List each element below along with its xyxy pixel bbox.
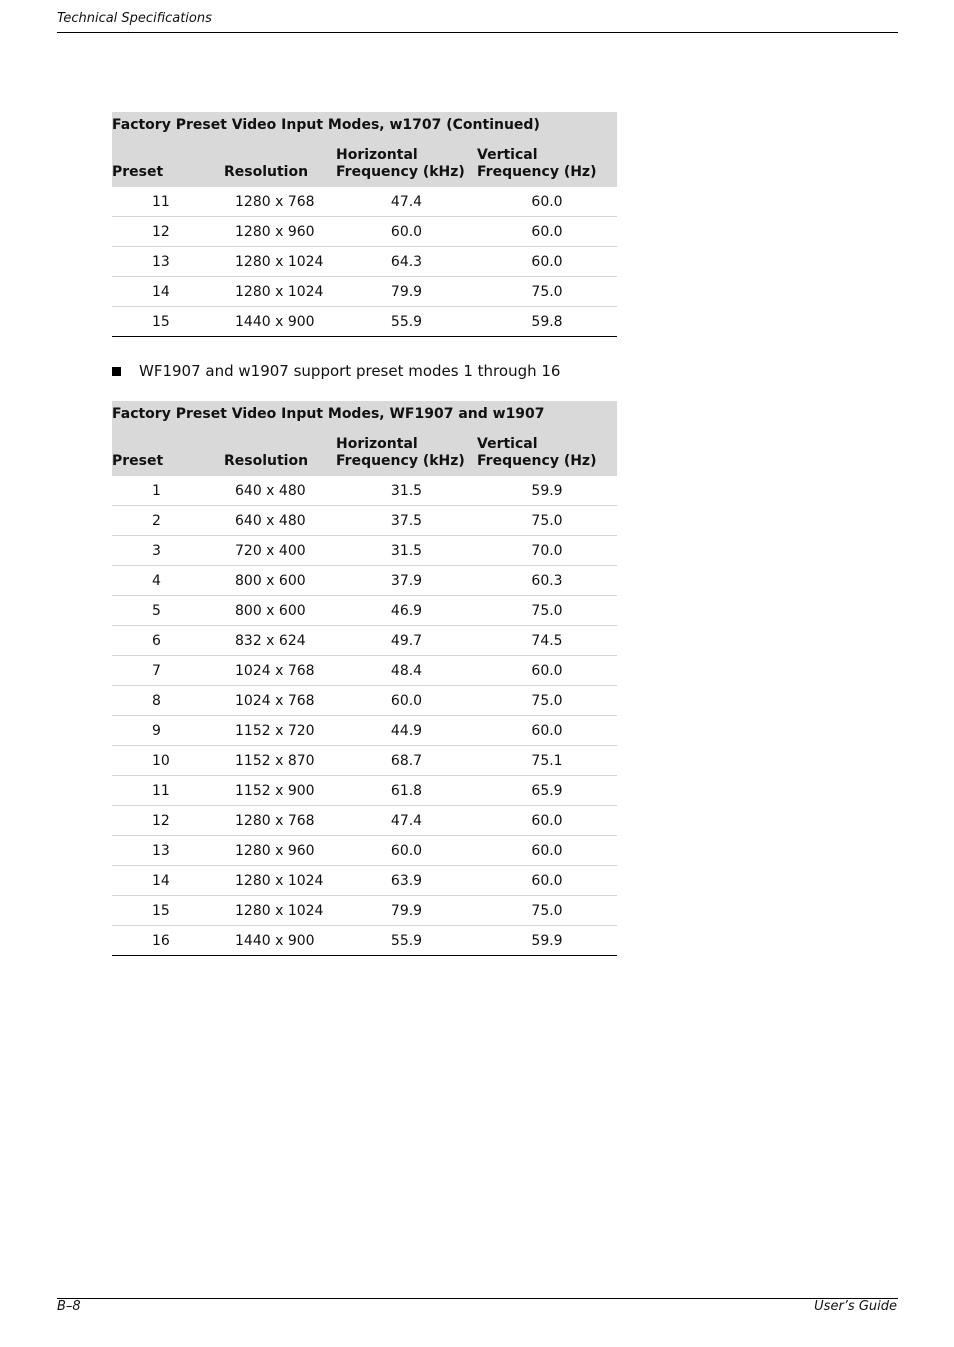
col-header-vfreq-line1: Vertical: [477, 147, 538, 163]
col-header-preset: Preset: [112, 428, 224, 476]
cell-preset: 13: [112, 836, 224, 866]
cell-preset: 16: [112, 926, 224, 956]
cell-vertical-frequency: 60.0: [477, 217, 617, 247]
header-rule: [57, 32, 898, 33]
cell-vertical-frequency: 60.0: [477, 247, 617, 277]
preset-table-w1707: [112, 112, 617, 337]
document-title: User’s Guide: [814, 1299, 897, 1314]
cell-resolution: 1280 x 1024: [224, 866, 336, 896]
cell-preset: 11: [112, 776, 224, 806]
cell-horizontal-frequency: 31.5: [336, 536, 477, 566]
table-row: [112, 866, 617, 896]
cell-resolution: 1152 x 870: [224, 746, 336, 776]
cell-preset: 2: [112, 506, 224, 536]
bullet-item: [112, 362, 560, 380]
col-header-preset: Preset: [112, 139, 224, 187]
cell-horizontal-frequency: 60.0: [336, 836, 477, 866]
cell-vertical-frequency: 74.5: [477, 626, 617, 656]
cell-resolution: 1280 x 960: [224, 217, 336, 247]
cell-horizontal-frequency: 31.5: [336, 476, 477, 506]
footer-rule: [57, 1298, 898, 1299]
cell-vertical-frequency: 75.0: [477, 277, 617, 307]
col-header-resolution: Resolution: [224, 139, 336, 187]
cell-preset: 9: [112, 716, 224, 746]
cell-horizontal-frequency: 48.4: [336, 656, 477, 686]
cell-horizontal-frequency: 37.5: [336, 506, 477, 536]
cell-vertical-frequency: 75.0: [477, 686, 617, 716]
col-header-vertical-frequency: [477, 428, 617, 476]
cell-horizontal-frequency: 79.9: [336, 277, 477, 307]
cell-vertical-frequency: 60.0: [477, 806, 617, 836]
cell-resolution: 1280 x 1024: [224, 277, 336, 307]
cell-vertical-frequency: 60.3: [477, 566, 617, 596]
cell-resolution: 832 x 624: [224, 626, 336, 656]
table-row: [112, 247, 617, 277]
cell-horizontal-frequency: 55.9: [336, 926, 477, 956]
cell-resolution: 1280 x 1024: [224, 247, 336, 277]
cell-horizontal-frequency: 64.3: [336, 247, 477, 277]
col-header-resolution: Resolution: [224, 428, 336, 476]
cell-preset: 15: [112, 307, 224, 337]
cell-preset: 6: [112, 626, 224, 656]
cell-vertical-frequency: 75.1: [477, 746, 617, 776]
table-row: [112, 626, 617, 656]
cell-vertical-frequency: 75.0: [477, 896, 617, 926]
table-caption: Factory Preset Video Input Modes, w1707 (Continued): [112, 112, 617, 139]
cell-preset: 14: [112, 277, 224, 307]
cell-vertical-frequency: 60.0: [477, 187, 617, 217]
cell-horizontal-frequency: 61.8: [336, 776, 477, 806]
cell-horizontal-frequency: 37.9: [336, 566, 477, 596]
cell-preset: 7: [112, 656, 224, 686]
table-row: [112, 716, 617, 746]
cell-resolution: 1280 x 1024: [224, 896, 336, 926]
table-row: [112, 566, 617, 596]
table-row: [112, 746, 617, 776]
col-header-vfreq-line2: Frequency (Hz): [477, 164, 597, 180]
running-header: Technical Specifications: [57, 11, 212, 26]
cell-horizontal-frequency: 44.9: [336, 716, 477, 746]
table-row: [112, 836, 617, 866]
table-row: [112, 656, 617, 686]
cell-resolution: 640 x 480: [224, 506, 336, 536]
cell-resolution: 640 x 480: [224, 476, 336, 506]
table-row: [112, 476, 617, 506]
bullet-square-icon: [112, 367, 121, 376]
cell-preset: 13: [112, 247, 224, 277]
cell-horizontal-frequency: 60.0: [336, 686, 477, 716]
cell-resolution: 720 x 400: [224, 536, 336, 566]
cell-resolution: 1440 x 900: [224, 307, 336, 337]
cell-preset: 11: [112, 187, 224, 217]
cell-resolution: 1280 x 768: [224, 806, 336, 836]
table-row: [112, 806, 617, 836]
table-row: [112, 307, 617, 337]
cell-resolution: 1024 x 768: [224, 656, 336, 686]
cell-horizontal-frequency: 68.7: [336, 746, 477, 776]
cell-vertical-frequency: 75.0: [477, 506, 617, 536]
col-header-hfreq-line1: Horizontal: [336, 436, 418, 452]
cell-horizontal-frequency: 79.9: [336, 896, 477, 926]
col-header-hfreq-line2: Frequency (kHz): [336, 164, 465, 180]
preset-table-wf1907-w1907: [112, 401, 617, 956]
table-row: [112, 506, 617, 536]
col-header-vfreq-line1: Vertical: [477, 436, 538, 452]
cell-horizontal-frequency: 60.0: [336, 217, 477, 247]
cell-resolution: 1152 x 900: [224, 776, 336, 806]
cell-resolution: 800 x 600: [224, 566, 336, 596]
cell-vertical-frequency: 59.9: [477, 926, 617, 956]
cell-resolution: 1440 x 900: [224, 926, 336, 956]
col-header-horizontal-frequency: [336, 428, 477, 476]
cell-resolution: 1152 x 720: [224, 716, 336, 746]
bullet-text: WF1907 and w1907 support preset modes 1 through 16: [139, 362, 561, 380]
cell-preset: 14: [112, 866, 224, 896]
cell-vertical-frequency: 75.0: [477, 596, 617, 626]
table-row: [112, 776, 617, 806]
cell-horizontal-frequency: 46.9: [336, 596, 477, 626]
table-row: [112, 896, 617, 926]
cell-preset: 12: [112, 217, 224, 247]
cell-resolution: 1280 x 960: [224, 836, 336, 866]
table-caption: Factory Preset Video Input Modes, WF1907 and w1907: [112, 401, 617, 428]
table-row: [112, 926, 617, 956]
cell-horizontal-frequency: 49.7: [336, 626, 477, 656]
cell-vertical-frequency: 60.0: [477, 656, 617, 686]
table-row: [112, 217, 617, 247]
cell-vertical-frequency: 65.9: [477, 776, 617, 806]
page-number: B–8: [57, 1299, 81, 1314]
table-row: [112, 277, 617, 307]
cell-horizontal-frequency: 63.9: [336, 866, 477, 896]
table-row: [112, 596, 617, 626]
cell-preset: 12: [112, 806, 224, 836]
cell-preset: 5: [112, 596, 224, 626]
col-header-hfreq-line1: Horizontal: [336, 147, 418, 163]
cell-resolution: 1024 x 768: [224, 686, 336, 716]
cell-resolution: 800 x 600: [224, 596, 336, 626]
cell-horizontal-frequency: 47.4: [336, 187, 477, 217]
col-header-hfreq-line2: Frequency (kHz): [336, 453, 465, 469]
cell-vertical-frequency: 59.9: [477, 476, 617, 506]
cell-preset: 3: [112, 536, 224, 566]
cell-resolution: 1280 x 768: [224, 187, 336, 217]
cell-preset: 10: [112, 746, 224, 776]
cell-preset: 8: [112, 686, 224, 716]
cell-vertical-frequency: 60.0: [477, 866, 617, 896]
table-row: [112, 686, 617, 716]
cell-preset: 15: [112, 896, 224, 926]
cell-preset: 1: [112, 476, 224, 506]
table-row: [112, 536, 617, 566]
cell-vertical-frequency: 70.0: [477, 536, 617, 566]
table-row: [112, 187, 617, 217]
col-header-vertical-frequency: [477, 139, 617, 187]
cell-preset: 4: [112, 566, 224, 596]
cell-vertical-frequency: 60.0: [477, 716, 617, 746]
col-header-horizontal-frequency: [336, 139, 477, 187]
cell-horizontal-frequency: 47.4: [336, 806, 477, 836]
cell-horizontal-frequency: 55.9: [336, 307, 477, 337]
col-header-vfreq-line2: Frequency (Hz): [477, 453, 597, 469]
cell-vertical-frequency: 59.8: [477, 307, 617, 337]
cell-vertical-frequency: 60.0: [477, 836, 617, 866]
